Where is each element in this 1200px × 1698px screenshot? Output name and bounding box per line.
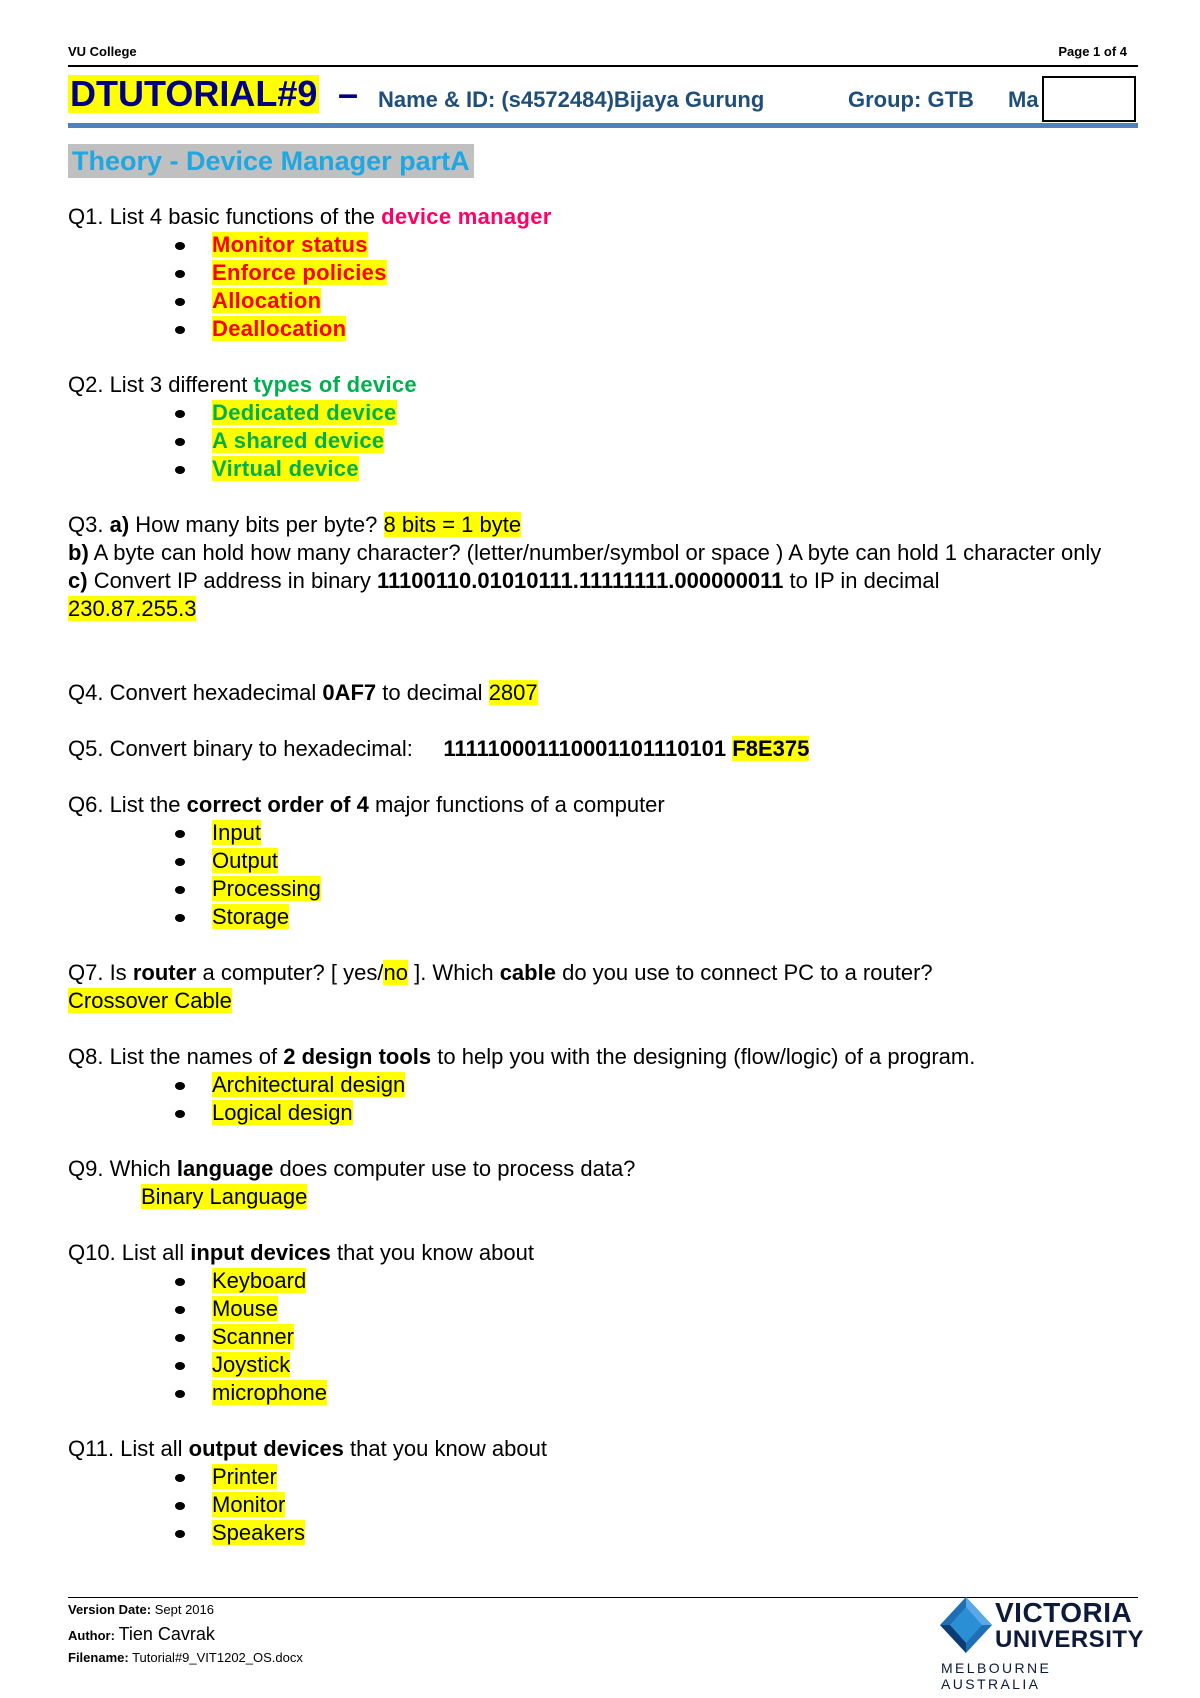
q6-answer: Input [212, 820, 261, 845]
list-item [175, 1099, 1138, 1127]
footer-filename-value: Tutorial#9_VIT1202_OS.docx [132, 1650, 303, 1665]
list-item [175, 399, 1138, 427]
q3-prefix: Q3. [68, 512, 104, 537]
q9-bold: language [176, 1156, 274, 1181]
q9-answer: Binary Language [141, 1184, 308, 1209]
list-item [175, 1463, 1138, 1491]
diamond-logo-icon [938, 1595, 998, 1657]
list-item [175, 287, 1138, 315]
q1-keyword: device manager [381, 204, 552, 229]
title-row [68, 73, 1138, 121]
q11-question [68, 1435, 1138, 1463]
bullet-icon [175, 1530, 185, 1538]
bullet-icon [175, 1502, 185, 1510]
q4-suffix: to decimal [382, 680, 483, 705]
q1-answer: Allocation [212, 288, 322, 313]
logo-line2: UNIVERSITY [995, 1626, 1145, 1653]
q6-suffix: major functions of a computer [374, 792, 665, 817]
q10-list [68, 1267, 1138, 1407]
bullet-icon [175, 410, 185, 418]
list-item [175, 1379, 1138, 1407]
q2-keyword: types of device [253, 372, 417, 397]
bullet-icon [175, 1474, 185, 1482]
footer-version-label: Version Date: [68, 1602, 152, 1617]
bullet-icon [175, 858, 185, 866]
list-item [175, 1323, 1138, 1351]
q2-answer: Virtual device [212, 456, 359, 481]
bullet-icon [175, 270, 185, 278]
questions [68, 203, 1138, 1547]
q3c-suffix: to IP in decimal [789, 568, 940, 593]
bullet-icon [175, 914, 185, 922]
q6-answer: Output [212, 848, 279, 873]
q10-suffix: that you know about [337, 1240, 534, 1265]
bullet-icon [175, 298, 185, 306]
q1-prefix: Q1. List 4 basic functions of the [68, 204, 375, 229]
q7-answer: Crossover Cable [68, 988, 232, 1013]
q3a [68, 511, 1138, 539]
q7-cable: cable [499, 960, 556, 985]
footer-filename-label: Filename: [68, 1650, 129, 1665]
logo-line1: VICTORIA [995, 1597, 1133, 1628]
q3a-text: How many bits per byte? [135, 512, 378, 537]
q4-answer: 2807 [488, 680, 538, 705]
bullet-icon [175, 1390, 185, 1398]
q6-prefix: Q6. List the [68, 792, 181, 817]
q6-question [68, 791, 1138, 819]
q4 [68, 679, 1138, 707]
list-item [175, 1519, 1138, 1547]
q7-no: no [383, 960, 408, 985]
footer-author-label: Author: [68, 1628, 115, 1643]
name-id [378, 87, 764, 113]
q8-bold: 2 design tools [283, 1044, 432, 1069]
list-item [175, 875, 1138, 903]
q1-answer: Monitor status [212, 232, 368, 257]
q7-answer-line [68, 987, 1138, 1015]
q11-prefix: Q11. List all [68, 1436, 183, 1461]
bullet-icon [175, 438, 185, 446]
q8-answer: Architectural design [212, 1072, 406, 1097]
bullet-icon [175, 830, 185, 838]
section-title: Theory - Device Manager partA [68, 144, 474, 178]
bullet-icon [175, 1110, 185, 1118]
q2-answer: A shared device [212, 428, 385, 453]
q1-answer: Deallocation [212, 316, 347, 341]
q8-prefix: Q8. List the names of [68, 1044, 278, 1069]
q10-question [68, 1239, 1138, 1267]
q10-bold: input devices [190, 1240, 331, 1265]
q1-answer: Enforce policies [212, 260, 387, 285]
footer-filename [68, 1650, 303, 1665]
bullet-icon [175, 1082, 185, 1090]
header-rule [68, 65, 1138, 67]
q9-answer-line [68, 1183, 1138, 1211]
header-college: VU College [68, 44, 137, 59]
q4-prefix: Q4. Convert hexadecimal [68, 680, 317, 705]
bullet-icon [175, 326, 185, 334]
q7-mid1: a computer? [ yes/ [202, 960, 384, 985]
q7-suffix: do you use to connect PC to a router? [562, 960, 933, 985]
q5-answer: F8E375 [732, 736, 810, 761]
q3a-answer: 8 bits = 1 byte [383, 512, 522, 537]
list-item [175, 1491, 1138, 1519]
list-item [175, 1267, 1138, 1295]
list-item [175, 847, 1138, 875]
q6-answer: Processing [212, 876, 321, 901]
q3c [68, 567, 1138, 595]
footer-version [68, 1602, 214, 1617]
mark-label: Ma [1008, 87, 1039, 112]
bullet-icon [175, 466, 185, 474]
title-dash: – [338, 73, 359, 114]
q3c-text: Convert IP address in binary [93, 568, 371, 593]
q7-mid2: ]. Which [414, 960, 494, 985]
group-value: GTB [927, 87, 974, 112]
q5 [68, 735, 1138, 763]
q8-suffix: to help you with the designing (flow/logic) of a program. [437, 1044, 976, 1069]
bullet-icon [175, 242, 185, 250]
bullet-icon [175, 1334, 185, 1342]
q2-list [68, 399, 1138, 483]
q10-answer: Scanner [212, 1324, 294, 1349]
bullet-icon [175, 886, 185, 894]
list-item [175, 1351, 1138, 1379]
footer-author-value: Tien Cavrak [118, 1624, 215, 1644]
list-item [175, 819, 1138, 847]
title-rule [68, 123, 1138, 128]
q11-answer: Speakers [212, 1520, 305, 1545]
list-item [175, 1071, 1138, 1099]
q5-value: 111110001110001101110101 [443, 736, 727, 761]
q7 [68, 959, 1138, 987]
list-item [175, 1295, 1138, 1323]
q11-answer: Printer [212, 1464, 277, 1489]
group-label: Group: [848, 87, 922, 112]
q2-prefix: Q2. List 3 different [68, 372, 248, 397]
bullet-icon [175, 1306, 185, 1314]
q11-suffix: that you know about [350, 1436, 547, 1461]
q1-list [68, 231, 1138, 343]
list-item [175, 259, 1138, 287]
q6-list [68, 819, 1138, 931]
q7-prefix: Q7. Is [68, 960, 127, 985]
group [848, 87, 974, 113]
q9-suffix: does computer use to process data? [279, 1156, 636, 1181]
q3b-label: b) [68, 540, 89, 565]
victoria-university-logo [938, 1595, 1145, 1692]
q3c-binary: 11100110.01010111.11111111.000000011 [377, 568, 784, 593]
list-item [175, 231, 1138, 259]
q6-bold: correct order of 4 [186, 792, 369, 817]
footer-author [68, 1624, 215, 1645]
q9-prefix: Q9. Which [68, 1156, 171, 1181]
q9 [68, 1155, 1138, 1183]
q10-prefix: Q10. List all [68, 1240, 185, 1265]
q3b-text: A byte can hold how many character? (letter/number/symbol or space ) A byte can hold 1 character only [93, 540, 1102, 565]
q2-answer: Dedicated device [212, 400, 397, 425]
q3a-label: a) [109, 512, 130, 537]
q11-bold: output devices [188, 1436, 344, 1461]
q11-list [68, 1463, 1138, 1547]
list-item [175, 455, 1138, 483]
tutorial-title: DTUTORIAL#9 [70, 73, 318, 114]
q10-answer: Joystick [212, 1352, 291, 1377]
q3c-label: c) [68, 568, 88, 593]
name-id-value: (s4572484)Bijaya Gurung [501, 87, 765, 112]
q10-answer: Keyboard [212, 1268, 307, 1293]
list-item [175, 427, 1138, 455]
q3b [68, 539, 1138, 567]
q2-question [68, 371, 1138, 399]
bullet-icon [175, 1362, 185, 1370]
q6-answer: Storage [212, 904, 290, 929]
q10-answer: Mouse [212, 1296, 279, 1321]
q8-list [68, 1071, 1138, 1127]
list-item [175, 903, 1138, 931]
q3c-answer: 230.87.255.3 [68, 596, 197, 621]
q8-answer: Logical design [212, 1100, 353, 1125]
q1-question [68, 203, 1138, 231]
q7-router: router [132, 960, 197, 985]
q10-answer: microphone [212, 1380, 327, 1405]
q4-value: 0AF7 [322, 680, 377, 705]
q5-prefix: Q5. Convert binary to hexadecimal: [68, 736, 413, 761]
bullet-icon [175, 1278, 185, 1286]
q11-answer: Monitor [212, 1492, 286, 1517]
q3c-answer-line [68, 595, 1138, 623]
footer-version-value: Sept 2016 [154, 1602, 214, 1617]
logo-line3: MELBOURNE AUSTRALIA [941, 1660, 1052, 1692]
list-item [175, 315, 1138, 343]
header-page-number: Page 1 of 4 [1058, 44, 1127, 59]
mark-box[interactable] [1042, 76, 1136, 122]
q8-question [68, 1043, 1138, 1071]
name-id-label: Name & ID: [378, 87, 496, 112]
